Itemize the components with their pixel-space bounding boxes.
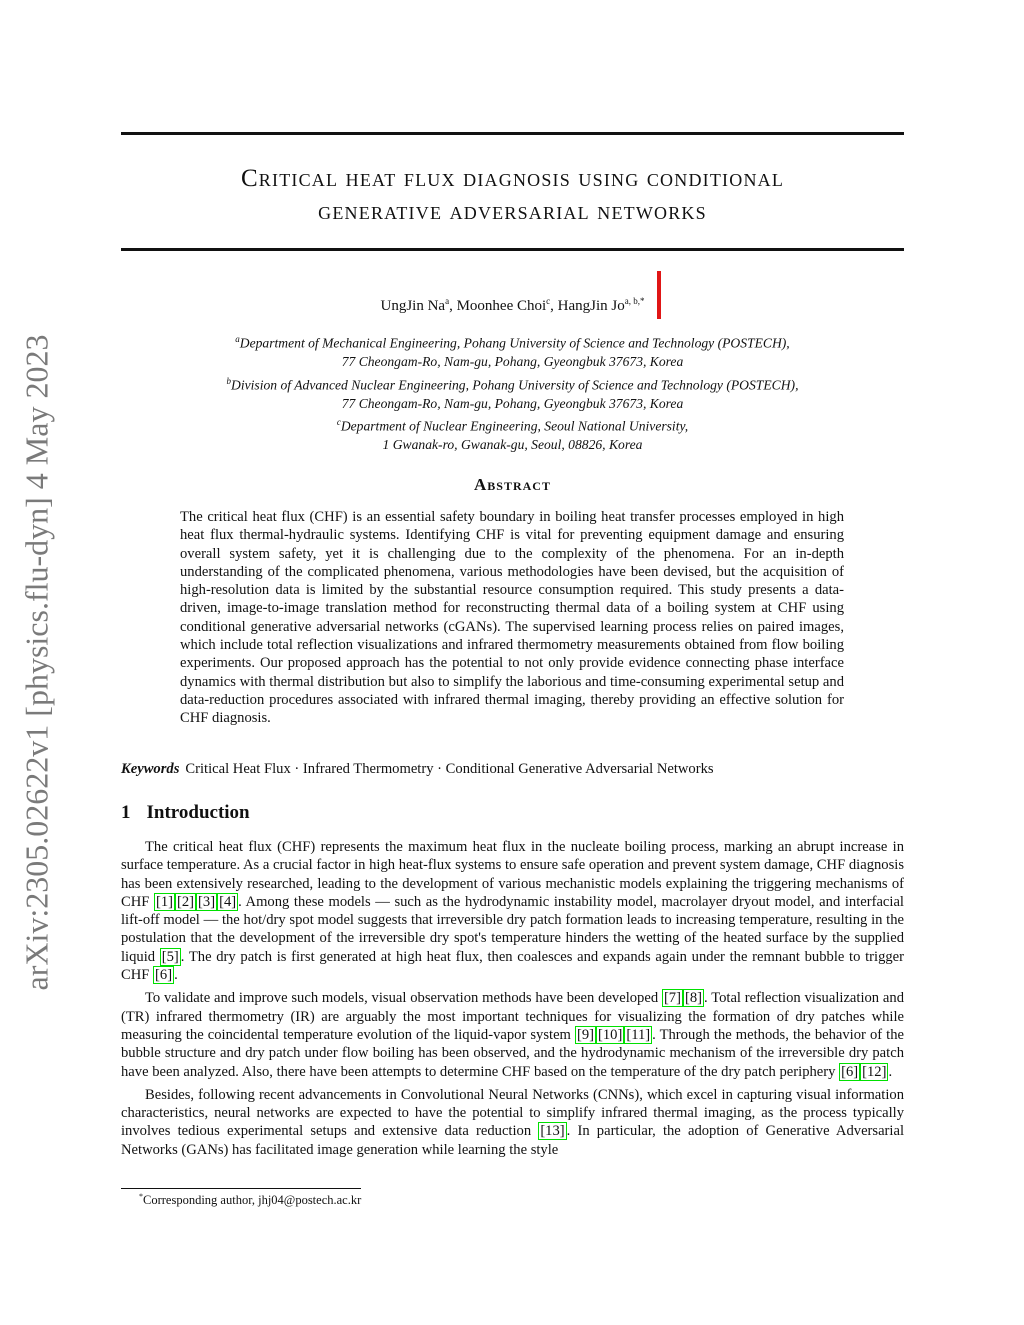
arxiv-sidebar <box>14 312 60 1012</box>
affil-line: 77 Cheongam-Ro, Nam-gu, Pohang, Gyeongbuk 37673, Korea <box>341 395 684 411</box>
citation-link[interactable]: [6] <box>155 967 173 984</box>
author-name: HangJin Jo <box>557 298 625 314</box>
paper-title <box>121 162 904 228</box>
citation-link[interactable]: [10] <box>598 1026 623 1043</box>
citation-link[interactable]: [1] <box>155 893 174 910</box>
abstract-heading <box>121 475 904 495</box>
citation-link[interactable]: [13] <box>540 1123 565 1140</box>
citation-link[interactable]: [8] <box>684 990 702 1007</box>
section-heading <box>121 802 250 824</box>
affil-line: Division of Advanced Nuclear Engineering, Pohang University of Science and Technology (POSTECH), <box>231 377 799 393</box>
section-number: 1 <box>121 802 131 823</box>
citation-link[interactable]: [11] <box>626 1026 651 1043</box>
citation-link[interactable]: [7] <box>663 990 681 1007</box>
paragraph-text: . Among these models — such as the hydrodynamic instability model, macrolayer dryout model, and interfacial lift-off model — the hot/dry spot model suggests that irreversible dry patch formation leads to increasing temperature, resulting in the postulation that the development of the irreversible dry spot's temperature hinders the wetting of the heated surface by the supplied liquid <box>121 893 904 965</box>
title-bottom-rule <box>121 248 904 251</box>
paragraph <box>121 1086 904 1159</box>
author-name: UngJin Na <box>380 298 446 314</box>
footnote-text: Corresponding author, jhj04@postech.ac.kr <box>143 1193 362 1208</box>
affil-line: Department of Mechanical Engineering, Pohang University of Science and Technology (POSTECH), <box>239 335 790 351</box>
section-title: Introduction <box>146 802 250 823</box>
paragraph-text: . <box>888 1063 893 1080</box>
top-rule <box>121 132 904 135</box>
affil-sup: c <box>336 417 341 428</box>
paragraph-text: To validate and improve such models, visual observation methods have been developed <box>145 990 662 1007</box>
abstract-body: The critical heat flux (CHF) is an essential safety boundary in boiling heat transfer processes employed in high heat flux thermal-hydraulic systems. Identifying CHF is vital for preventing equipment damage and ensuring overall system safety, yet it is challenging due to the complexity of the phenomena. For an in-depth understanding of the complicated phenomena, various methodologies have been devised, but the acquisition of high-resolution data is limited by the substantial resource consumption required. This study presents a data-driven, image-to-image translation method for reconstructing thermal data of a boiling system at CHF using conditional generative adversarial networks (cGANs). The supervised learning process relies on paired images, which include total reflection visualizations and infrared thermometry measurements obtained from flow boiling experiments. Our proposed approach has the potential to not only provide evidence connecting phase interface dynamics with thermal distribution but also to simplify the laborious and time-consuming experimental setup and data-reduction procedures associated with infrared thermal imaging, thereby providing an effective solution for CHF diagnosis. <box>180 509 844 727</box>
paragraph-text: . In particular, the adoption of Generative Adversarial Networks (GANs) has facilitated image generation while learning the style <box>121 1123 905 1158</box>
author-list: UngJin Na$^a$, Moonhee Choi$^c$, HangJin $Jo^{a, b,*}$ <box>380 296 645 314</box>
author-sup: a, b, <box>624 296 640 306</box>
paragraph-text: . <box>174 967 178 984</box>
footnote <box>139 1192 361 1208</box>
citation-link[interactable]: [5] <box>161 948 179 965</box>
citation-link[interactable]: [6] <box>841 1063 859 1080</box>
citation-link[interactable]: [12] <box>862 1063 887 1080</box>
keywords-text: Critical Heat Flux · Infrared Thermometry · Conditional Generative Adversarial Networks <box>185 761 714 777</box>
title-line-1: Critical heat flux diagnosis using conditional <box>240 165 785 192</box>
author-name: Moonhee Choi <box>456 298 547 314</box>
keywords-label: Keywords <box>121 761 180 777</box>
paragraph-text: . Through the methods, the behavior of the bubble structure and dry patch under flow boiling has been observed, and the hydrodynamic mechanism of the irreversible dry patch have been analyzed. Also, there have been attempts to determine CHF based on the temperature of the dry patch periphery <box>121 1026 905 1080</box>
arxiv-identifier: arXiv:2305.02622v1 [physics.flu-dyn] 4 May 2023 <box>18 334 55 990</box>
citation-link[interactable]: [3] <box>198 893 216 910</box>
title-line-2: generative adversarial networks <box>318 198 707 225</box>
intro-body <box>121 838 904 1164</box>
citation-link[interactable]: [2] <box>177 893 195 910</box>
affil-sup: b <box>226 375 232 386</box>
affil-line: 1 Gwanak-ro, Gwanak-gu, Seoul, 08826, Korea <box>382 437 643 453</box>
corresponding-mark: * <box>640 296 645 306</box>
paragraph-text: Besides, following recent advancements in Convolutional Neural Networks (CNNs), which excel in capturing visual information characteristics, neural networks are expected to have the potential to simplify infrared thermal imaging, as the process typically involves tedious experimental setups and extensive data reduction <box>121 1086 904 1140</box>
paragraph <box>121 838 904 984</box>
author-sup: c <box>546 296 551 306</box>
footnote-mark: * <box>139 1192 143 1201</box>
paragraph-text: . Total reflection visualization and (TR) infrared thermometry (IR) are arguably the most important techniques for visualizing the formation of dry patches while measuring the coincidental temperature evolution of the liquid-vapor system <box>121 990 904 1043</box>
paragraph-text: The critical heat flux (CHF) represents the maximum heat flux in the nucleate boiling process, marking an abrupt increase in surface temperature. As a crucial factor in high heat-flux systems to ensure safe operation and prevent system damage, CHF diagnosis has been extensively researched, leading to the development of various mechanistic models explaining the triggering mechanisms of CHF <box>121 839 904 910</box>
abstract-heading-text: Abstract <box>474 475 551 494</box>
affil-line: Department of Nuclear Engineering, Seoul National University, <box>340 418 689 434</box>
paragraph <box>121 989 904 1080</box>
author-sup: a <box>445 296 450 306</box>
affil-line: 77 Cheongam-Ro, Nam-gu, Pohang, Gyeongbuk 37673, Korea <box>341 354 684 370</box>
paragraph-text: . The dry patch is first generated at high heat flux, then coalesces and expands again under the remnant bubble to trigger CHF <box>121 948 905 984</box>
keywords <box>121 761 904 778</box>
citation-link[interactable]: [4] <box>219 893 237 910</box>
affiliations <box>121 330 904 455</box>
footnote-rule <box>121 1188 361 1189</box>
citation-link[interactable]: [9] <box>576 1026 595 1043</box>
affil-sup: a <box>235 334 240 344</box>
